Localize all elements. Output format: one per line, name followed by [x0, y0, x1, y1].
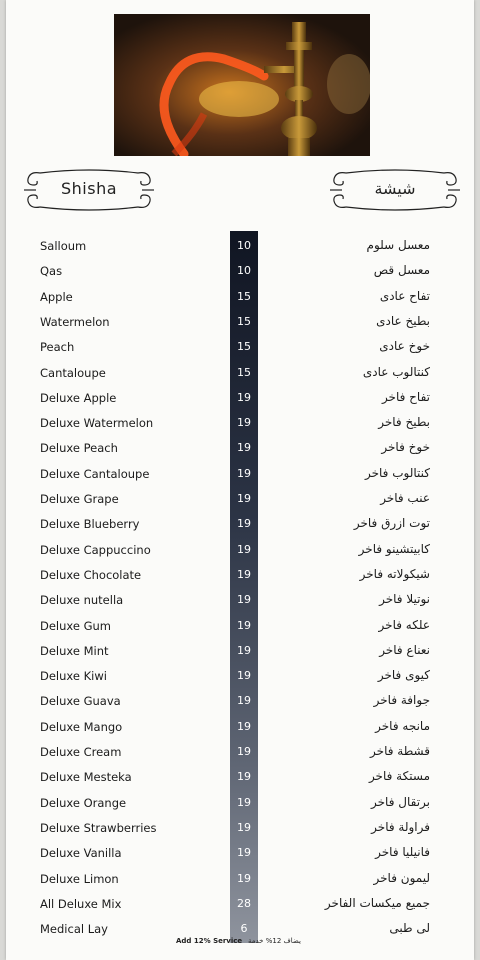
item-name-arabic: مستكة فاخر — [368, 769, 430, 784]
menu-item-row — [6, 792, 474, 817]
item-name-english: Deluxe Watermelon — [40, 416, 154, 431]
menu-item-row — [6, 513, 474, 538]
item-name-arabic: فانيليا فاخر — [375, 845, 430, 860]
item-name-english: Deluxe Cream — [40, 745, 122, 759]
menu-item-row — [6, 640, 474, 665]
menu-item-row — [6, 235, 474, 260]
menu-item-row — [6, 690, 474, 715]
item-price: 19 — [237, 745, 251, 758]
item-name-english: Deluxe nutella — [40, 593, 124, 608]
item-name-english: Deluxe Apple — [40, 390, 117, 405]
item-name-english: Deluxe Grape — [40, 492, 119, 506]
item-name-english: Qas — [40, 264, 63, 279]
item-name-arabic: كنتالوب عادى — [362, 364, 430, 379]
service-note-english: Add 12% Service — [176, 937, 243, 945]
item-name-arabic: خوخ فاخر — [381, 440, 430, 455]
item-price: 19 — [237, 643, 251, 657]
menu-item-row — [6, 716, 474, 741]
item-name-arabic: برتقال فاخر — [371, 794, 430, 809]
item-name-english: Deluxe Kiwi — [40, 669, 107, 684]
item-price: 15 — [237, 314, 251, 328]
menu-page — [6, 0, 474, 960]
item-name-english: Cantaloupe — [40, 365, 106, 380]
item-name-arabic: معسل سلوم — [366, 238, 430, 252]
item-name-english: Watermelon — [40, 314, 110, 329]
item-name-arabic: فراولة فاخر — [371, 819, 430, 834]
menu-item-row — [6, 362, 474, 387]
menu-item-row — [6, 615, 474, 640]
item-name-english: Salloum — [40, 239, 87, 253]
menu-item-row — [6, 488, 474, 513]
menu-item-row — [6, 589, 474, 614]
item-price: 19 — [237, 846, 251, 860]
item-price: 19 — [237, 770, 251, 784]
item-name-arabic: ليمون فاخر — [373, 870, 430, 885]
title-frame-arabic — [328, 165, 462, 215]
item-price: 19 — [237, 669, 251, 683]
item-price: 19 — [237, 719, 251, 733]
item-name-arabic: كنتالوب فاخر — [364, 465, 430, 480]
menu-item-row — [6, 893, 474, 918]
item-price: 28 — [237, 896, 251, 910]
item-price: 19 — [237, 795, 251, 809]
item-name-english: Deluxe Mint — [40, 643, 109, 658]
item-name-english: Deluxe Blueberry — [40, 517, 140, 532]
item-name-english: Deluxe Guava — [40, 694, 121, 709]
item-name-arabic: تفاح فاخر — [381, 389, 430, 404]
item-name-english: Deluxe Mango — [40, 719, 123, 734]
item-name-english: Deluxe Cappuccino — [40, 542, 151, 557]
item-price: 19 — [237, 416, 251, 430]
item-price: 10 — [237, 239, 251, 252]
item-price: 19 — [237, 517, 251, 531]
item-price: 15 — [237, 340, 251, 354]
item-price: 19 — [237, 542, 251, 556]
item-name-english: Deluxe Cantaloupe — [40, 466, 150, 481]
item-name-english: Deluxe Limon — [40, 871, 119, 886]
menu-item-row — [6, 868, 474, 893]
item-name-arabic: مانجه فاخر — [375, 718, 430, 733]
item-name-english: Deluxe Mesteka — [40, 770, 132, 785]
item-price: 19 — [237, 390, 251, 404]
menu-item-row — [6, 286, 474, 311]
menu-item-row — [6, 437, 474, 462]
item-price: 19 — [237, 694, 251, 708]
item-name-english: Deluxe Gum — [40, 618, 111, 633]
item-price: 19 — [237, 466, 251, 480]
item-name-english: Deluxe Orange — [40, 795, 127, 810]
item-name-arabic: كيوى فاخر — [377, 668, 430, 683]
menu-item-row — [6, 665, 474, 690]
menu-item-row — [6, 741, 474, 766]
item-price: 19 — [237, 618, 251, 632]
item-name-arabic: تفاح عادى — [379, 288, 430, 303]
service-note — [176, 937, 301, 945]
item-name-english: Deluxe Peach — [40, 441, 118, 456]
item-name-arabic: كابيتشينو فاخر — [358, 541, 430, 556]
item-name-arabic: نوتيلا فاخر — [379, 592, 430, 607]
title-arabic: شيشة — [374, 179, 416, 198]
item-price: 19 — [237, 492, 251, 505]
item-name-arabic: بطيخ عادى — [376, 313, 430, 328]
menu-item-row — [6, 539, 474, 564]
item-name-arabic: توت ازرق فاخر — [353, 516, 430, 531]
item-name-english: Peach — [40, 340, 75, 355]
item-price: 19 — [237, 820, 251, 834]
item-name-arabic: جميع ميكسات الفاخر — [324, 895, 430, 910]
item-price: 19 — [237, 567, 251, 581]
item-name-arabic: معسل قص — [373, 263, 430, 278]
menu-item-row — [6, 260, 474, 285]
item-name-arabic: شيكولاته فاخر — [359, 566, 430, 581]
item-price: 15 — [237, 365, 251, 379]
hookah-photo — [114, 14, 370, 156]
item-name-arabic: خوخ عادى — [379, 339, 430, 354]
item-name-english: Medical Lay — [40, 922, 108, 937]
item-price: 19 — [237, 593, 251, 607]
item-name-arabic: علكه فاخر — [378, 617, 430, 632]
item-price: 19 — [237, 871, 251, 885]
menu-item-row — [6, 564, 474, 589]
item-name-english: Apple — [40, 289, 73, 304]
item-name-english: Deluxe Chocolate — [40, 567, 142, 582]
item-name-arabic: قشطة فاخر — [370, 744, 430, 758]
item-price: 15 — [237, 289, 251, 303]
menu-item-row — [6, 387, 474, 412]
item-price: 19 — [237, 441, 251, 455]
title-frame-english — [22, 165, 156, 215]
item-price: 10 — [237, 264, 251, 278]
item-price: 6 — [240, 922, 248, 936]
menu-item-row — [6, 463, 474, 488]
menu-item-row — [6, 311, 474, 336]
menu-item-row — [6, 336, 474, 361]
title-english: Shisha — [60, 179, 118, 198]
item-name-arabic: نعناع فاخر — [379, 642, 430, 657]
item-name-arabic: بطيخ فاخر — [378, 415, 430, 430]
service-note-arabic: يضاف 12% خدمة — [248, 937, 301, 945]
item-name-arabic: لى طبى — [389, 921, 430, 936]
menu-item-row — [6, 766, 474, 791]
item-name-english: Deluxe Vanilla — [40, 846, 122, 861]
item-name-english: All Deluxe Mix — [40, 896, 122, 911]
menu-item-row — [6, 842, 474, 867]
menu-item-row — [6, 817, 474, 842]
item-name-arabic: جوافة فاخر — [373, 693, 430, 708]
item-name-arabic: عنب فاخر — [380, 491, 430, 505]
item-name-english: Deluxe Strawberries — [40, 820, 157, 835]
menu-item-row — [6, 412, 474, 437]
